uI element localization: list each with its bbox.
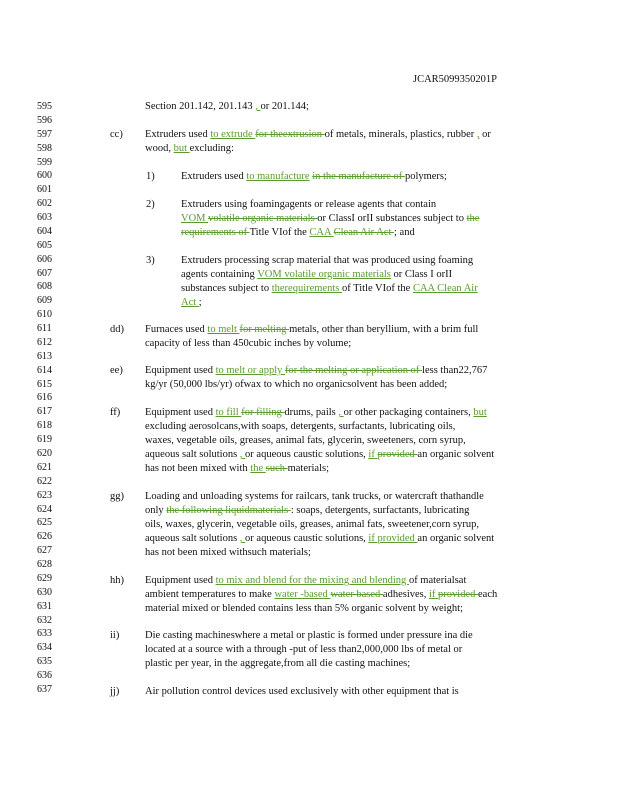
text-run: substances subject to <box>181 283 272 294</box>
line-number: 632 <box>37 614 52 626</box>
line-number: 616 <box>37 392 52 404</box>
deleted-text: volatile organic materials <box>208 213 318 224</box>
line-number: 601 <box>37 184 52 196</box>
line-number: 611 <box>37 323 52 335</box>
text-run: Extruders used <box>145 129 211 140</box>
subitem-label-1: 1) <box>146 171 155 182</box>
line-number: 635 <box>37 656 52 668</box>
inserted-text: if <box>368 449 378 460</box>
inserted-text: for the mixing and blending <box>289 575 409 586</box>
text-run: ; and <box>394 227 415 238</box>
inserted-text: , <box>239 533 246 544</box>
text-line <box>145 448 494 461</box>
text-run: has not been mixed with <box>145 463 251 474</box>
text-line <box>181 212 479 225</box>
text-line <box>145 657 410 670</box>
text-line <box>145 434 466 447</box>
text-run: adhesives, <box>382 589 429 600</box>
text-line <box>145 574 466 587</box>
text-run: aqueous salt solutions <box>145 449 240 460</box>
text-run: Equipment used <box>145 407 216 418</box>
inserted-text: , <box>255 101 261 112</box>
inserted-text: VOM <box>181 213 209 224</box>
deleted-text: in the manufacture of <box>312 171 405 182</box>
inserted-text: but <box>173 143 190 154</box>
inserted-text: to melt or apply <box>215 365 285 376</box>
text-line <box>181 226 415 239</box>
text-run: ambient temperatures to make <box>145 589 275 600</box>
text-run: less than22,767 <box>422 365 488 376</box>
deleted-text: provided <box>377 449 418 460</box>
text-run: polymers; <box>404 171 447 182</box>
text-line <box>145 323 478 336</box>
text-run: Extruders used <box>181 171 247 182</box>
text-run: Title VIof the <box>249 227 310 238</box>
text-run: metals, other than beryllium, with a brim full <box>289 324 479 335</box>
text-run: each <box>478 589 498 600</box>
item-label-gg: gg) <box>110 491 124 502</box>
text-run: or ClassI orII substances subject to <box>317 213 467 224</box>
text-run: or 201.144; <box>260 101 309 112</box>
deleted-text: such <box>265 463 288 474</box>
line-number: 625 <box>37 517 52 529</box>
line-number: 602 <box>37 198 52 210</box>
inserted-text: if <box>368 533 378 544</box>
line-number: 622 <box>37 475 52 487</box>
line-number: 633 <box>37 628 52 640</box>
line-number: 613 <box>37 350 52 362</box>
line-number: 608 <box>37 281 52 293</box>
text-run: drums, pails <box>284 407 339 418</box>
subitem-label-3: 3) <box>146 255 155 266</box>
inserted-text: provided <box>377 533 418 544</box>
line-number: 630 <box>37 586 52 598</box>
text-run: materials; <box>287 463 330 474</box>
text-run: Equipment used <box>145 575 216 586</box>
inserted-text: to extrude <box>210 129 256 140</box>
line-number: 615 <box>37 378 52 390</box>
text-run: kg/yr (50,000 lbs/yr) ofwax to which no organicsolvent has been added; <box>145 379 448 390</box>
text-line <box>181 282 478 295</box>
line-number: 605 <box>37 239 52 251</box>
inserted-text: to melt <box>207 324 240 335</box>
inserted-text: to manufacture <box>246 171 310 182</box>
text-run: only <box>145 505 167 516</box>
line-number: 624 <box>37 503 52 515</box>
text-run: Equipment used <box>145 365 216 376</box>
line-number: 612 <box>37 336 52 348</box>
text-run: agents containing <box>181 269 258 280</box>
line-number: 629 <box>37 572 52 584</box>
text-run: wood, <box>145 143 174 154</box>
text-line <box>145 602 463 615</box>
inserted-text: Act <box>181 297 199 308</box>
line-number: 619 <box>37 434 52 446</box>
deleted-text: Clean Air Act <box>333 227 395 238</box>
line-number: 610 <box>37 309 52 321</box>
text-run: Section 201.142, 201.143 <box>145 101 256 112</box>
inserted-text: but <box>473 407 487 418</box>
line-number: 618 <box>37 420 52 432</box>
line-number: 620 <box>37 448 52 459</box>
text-run: excluding: <box>189 143 234 154</box>
line-number: 628 <box>37 559 52 571</box>
inserted-text: volatile organic materials <box>284 269 391 280</box>
text-run: or aqueous caustic solutions, <box>245 533 369 544</box>
line-number: 598 <box>37 142 52 154</box>
text-run: : soaps, detergents, surfactants, lubricating <box>290 505 470 516</box>
text-run: Air pollution control devices used exclusively with other equipment that is <box>145 686 459 697</box>
line-number: 603 <box>37 212 52 224</box>
line-number: 607 <box>37 267 52 279</box>
text-line <box>145 490 484 503</box>
line-number: 626 <box>37 531 52 543</box>
text-run: or Class I orII <box>390 269 453 280</box>
deleted-text: the <box>466 213 480 224</box>
text-line <box>145 588 497 601</box>
text-line <box>145 629 473 642</box>
text-run: Extruders processing scrap material that was produced using foaming <box>181 255 474 266</box>
text-run: of materialsat <box>408 575 467 586</box>
line-number: 637 <box>37 683 52 695</box>
line-number: 596 <box>37 114 52 126</box>
line-number: 614 <box>37 364 52 376</box>
text-run: has not been mixed withsuch materials; <box>145 547 311 558</box>
inserted-text: water -based <box>274 589 331 600</box>
deleted-text: for melting <box>239 324 290 335</box>
line-number: 631 <box>37 600 52 612</box>
line-number: 599 <box>37 156 52 168</box>
text-line <box>145 406 487 419</box>
text-line <box>145 643 462 656</box>
text-run: Furnaces used <box>145 324 208 335</box>
text-line <box>145 128 491 141</box>
line-number: 600 <box>37 170 52 182</box>
text-line <box>145 504 469 517</box>
item-label-cc: cc) <box>110 129 123 140</box>
inserted-text: the <box>250 463 266 474</box>
inserted-text: CAA <box>309 227 334 238</box>
text-run: Die casting machineswhere a metal or plastic is formed under pressure ina die <box>145 630 473 641</box>
text-run: capacity of less than 450cubic inches by volume; <box>145 338 352 349</box>
inserted-text: if <box>429 589 439 600</box>
text-line <box>145 337 351 350</box>
text-run: material mixed or blended contains less than 5% organic solvent by weight; <box>145 603 463 614</box>
deleted-text: water based <box>330 589 383 600</box>
inserted-text: to fill <box>215 407 242 418</box>
text-run: excluding aerosolcans,with soaps, detergents, surfactants, lubricating oils, <box>145 421 456 432</box>
text-line <box>181 296 202 309</box>
text-line <box>145 462 329 475</box>
text-line <box>145 142 234 155</box>
line-number: 627 <box>37 545 52 557</box>
text-run: or aqueous caustic solutions, <box>245 449 369 460</box>
text-run: of Title VIof the <box>341 283 413 294</box>
line-number: 636 <box>37 670 52 682</box>
text-line <box>145 532 494 545</box>
text-run: an organic solvent <box>417 533 495 544</box>
text-run: plastic per year, in the aggregate,from all die casting machines; <box>145 658 411 669</box>
line-number: 634 <box>37 642 52 654</box>
item-label-ff: ff) <box>110 407 121 418</box>
inserted-text: to mix and blend <box>215 575 290 586</box>
text-line <box>145 685 459 698</box>
text-line <box>145 546 311 559</box>
text-run: aqueous salt solutions <box>145 533 240 544</box>
deleted-text: requirements of <box>181 227 250 238</box>
document-id: JCAR5099350201P <box>413 74 498 85</box>
line-number: 604 <box>37 225 52 237</box>
inserted-text: VOM <box>257 269 285 280</box>
text-run: waxes, vegetable oils, greases, animal fats, glycerin, sweeteners, corn syrup, <box>145 435 466 446</box>
text-line <box>181 254 473 267</box>
text-run: located at a source with a through -put of less than2,000,000 lbs of metal or <box>145 644 463 655</box>
deleted-text: provided <box>438 589 478 600</box>
item-label-dd: dd) <box>110 324 124 335</box>
line-number: 609 <box>37 295 52 307</box>
subitem-label-2: 2) <box>146 199 155 210</box>
item-label-hh: hh) <box>110 575 124 586</box>
text-line <box>181 268 452 281</box>
line-number: 617 <box>37 406 52 418</box>
item-label-ii: ii) <box>110 630 120 641</box>
item-label-ee: ee) <box>110 365 123 376</box>
text-run: oils, waxes, glycerin, vegetable oils, greases, animal fats, sweetener,corn syrup, <box>145 519 480 530</box>
text-line <box>145 364 487 377</box>
text-line <box>145 420 455 433</box>
text-run: of metals, minerals, plastics, rubber <box>324 129 477 140</box>
line-number: 595 <box>37 101 52 112</box>
deleted-text: for the melting or application of <box>284 365 423 376</box>
text-run: or other packaging containers, <box>343 407 474 418</box>
text-run: Loading and unloading systems for railcars, tank trucks, or watercraft thathandle <box>145 491 484 502</box>
deleted-text: for theextrusion <box>255 129 325 140</box>
text-run: an organic solvent <box>417 449 495 460</box>
text-line <box>181 170 447 183</box>
inserted-text: , <box>338 407 344 418</box>
deleted-text: the following liquidmaterials <box>166 505 291 516</box>
inserted-text: CAA <box>412 283 438 294</box>
line-number: 597 <box>37 128 52 140</box>
text-line <box>181 198 436 211</box>
inserted-text: therequirements <box>271 283 342 294</box>
text-line <box>145 100 309 113</box>
inserted-text: Clean Air <box>437 283 478 294</box>
text-run: Extruders using foamingagents or release agents that contain <box>181 199 437 210</box>
text-run: ; <box>198 297 202 308</box>
text-line <box>145 518 479 531</box>
deleted-text: for filling <box>241 407 285 418</box>
line-number: 621 <box>37 461 52 473</box>
line-number: 623 <box>37 489 52 501</box>
text-line <box>145 378 447 391</box>
item-label-jj: jj) <box>110 686 120 697</box>
text-run: or <box>479 129 491 140</box>
inserted-text: , <box>476 129 480 140</box>
inserted-text: , <box>239 449 246 460</box>
line-number: 606 <box>37 253 52 265</box>
